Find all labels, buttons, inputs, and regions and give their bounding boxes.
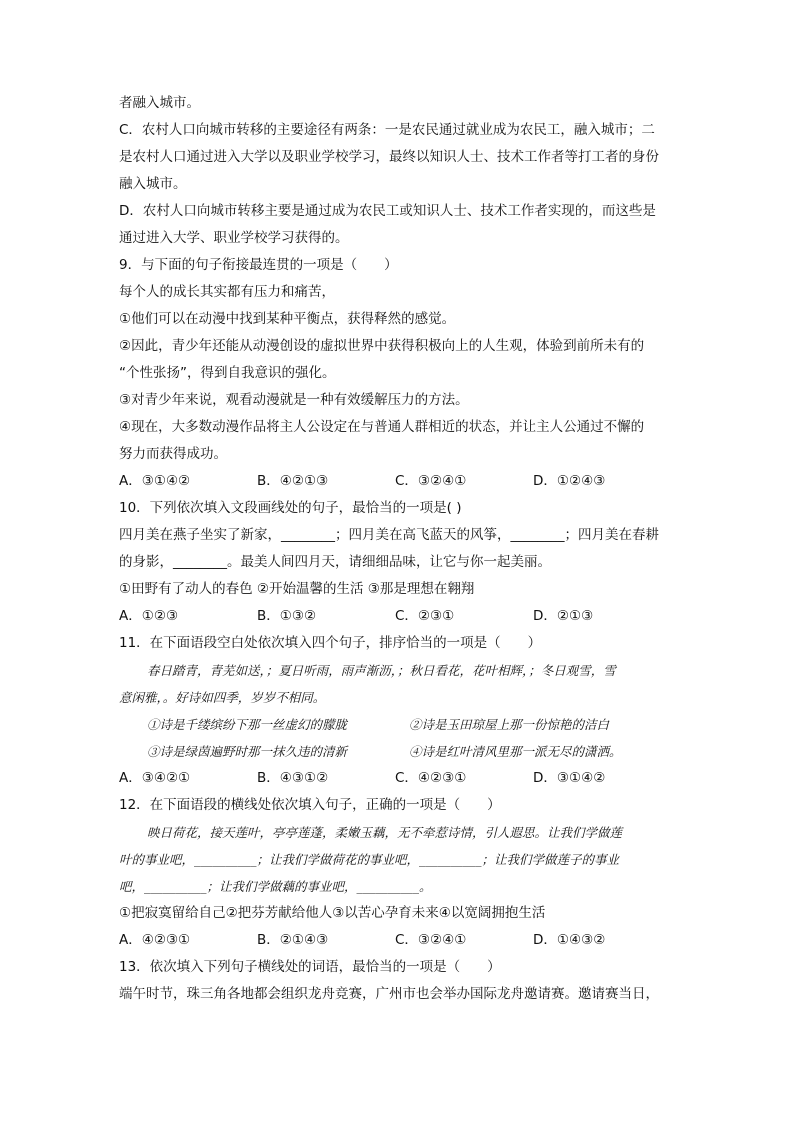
option-d-line: D．农村人口向城市转移主要是通过成为农民工或知识人士、技术工作者实现的，而这些是 xyxy=(119,203,656,219)
question-10-text: 四月美在燕子坐实了新家，________；四月美在高飞蓝天的风筝，________；四月美在春耕 xyxy=(119,527,659,543)
question-9-sentence-2-cont: “个性张扬”，得到自我意识的强化。 xyxy=(119,365,336,381)
question-11-choices-row-2 xyxy=(119,738,679,765)
choice-2: ②诗是玉田琼屋上那一份惊艳的洁白 xyxy=(409,717,610,732)
option-b[interactable]: B．①③② xyxy=(257,608,317,624)
choice-3: ③诗是绿茵遍野时那一抹久违的清新 xyxy=(147,744,348,759)
question-9-stem: 9．与下面的句子衔接最连贯的一项是（ ） xyxy=(119,257,398,273)
question-12-options xyxy=(119,927,679,954)
option-a[interactable]: A．①②③ xyxy=(119,608,179,624)
question-9-sentence-1: ①他们可以在动漫中找到某种平衡点，获得释然的感觉。 xyxy=(119,311,456,327)
text-line: 者融入城市。 xyxy=(119,95,200,111)
question-12-passage: 映日荷花，接天莲叶，亭亭莲蓬，柔嫩玉藕，无不牵惹诗情，引人遐思。让我们学做莲 xyxy=(147,825,623,840)
question-9-sentence-3: ③对青少年来说，观看动漫就是一种有效缓解压力的方法。 xyxy=(119,392,469,408)
option-c[interactable]: C．②③① xyxy=(395,608,455,624)
question-12-passage-cont: 吧，__________；让我们学做藕的事业吧，__________。 xyxy=(119,879,432,894)
question-12-passage-cont: 叶的事业吧，__________；让我们学做荷花的事业吧，__________；让我们学做莲子的事业 xyxy=(119,852,620,867)
question-10-options xyxy=(119,603,679,630)
question-11-passage-cont: 意闲雅，。好诗如四季，岁岁不相同。 xyxy=(119,690,326,705)
question-13-stem: 13．依次填入下列句子横线处的词语，最恰当的一项是（ ） xyxy=(119,959,501,975)
option-c[interactable]: C．③②④① xyxy=(395,932,467,948)
choice-1: ①诗是千缕缤纷下那一丝虚幻的朦胧 xyxy=(147,717,348,732)
text-line: 通过进入大学、职业学校学习获得的。 xyxy=(119,230,349,246)
question-11-passage: 春日踏青，青芜如送，；夏日听雨，雨声渐沥，；秋日看花，花叶相辉，；冬日观雪，雪 xyxy=(147,663,616,678)
option-d[interactable]: D．①②④③ xyxy=(533,473,606,489)
option-a[interactable]: A．③④②① xyxy=(119,770,191,786)
question-9-sentence-2: ②因此，青少年还能从动漫创设的虚拟世界中获得积极向上的人生观，体验到前所未有的 xyxy=(119,338,645,354)
text-line: 是农村人口通过进入大学以及职业学校学习，最终以知识人士、技术工作者等打工者的身份 xyxy=(119,149,659,165)
option-c[interactable]: C．③②④① xyxy=(395,473,467,489)
option-d[interactable]: D．②①③ xyxy=(533,608,594,624)
text-line: 融入城市。 xyxy=(119,176,187,192)
option-b[interactable]: B．④②①③ xyxy=(257,473,329,489)
question-9-sentence-4: ④现在，大多数动漫作品将主人公设定在与普通人群相近的状态，并让主人公通过不懈的 xyxy=(119,419,645,435)
question-9-sentence-4-cont: 努力而获得成功。 xyxy=(119,446,227,462)
question-9-lead: 每个人的成长其实都有压力和痛苦， xyxy=(119,284,335,300)
option-d[interactable]: D．①④③② xyxy=(533,932,606,948)
option-a[interactable]: A．③①④② xyxy=(119,473,191,489)
question-12-choices: ①把寂寞留给自己②把芬芳献给他人③以苦心孕育未来④以宽阔拥抱生活 xyxy=(119,905,546,921)
question-10-stem: 10．下列依次填入文段画线处的句子，最恰当的一项是( ) xyxy=(119,500,462,516)
option-d[interactable]: D．③①④② xyxy=(533,770,606,786)
page-content xyxy=(119,90,679,1008)
question-9-options xyxy=(119,468,679,495)
question-10-choices: ①田野有了动人的春色 ②开始温馨的生活 ③那是理想在翱翔 xyxy=(119,581,475,597)
option-c-line: C．农村人口向城市转移的主要途径有两条：一是农民通过就业成为农民工，融入城市；二 xyxy=(119,122,655,138)
question-12-stem: 12．在下面语段的横线处依次填入句子，正确的一项是（ ） xyxy=(119,797,501,813)
question-11-options xyxy=(119,765,679,792)
option-a[interactable]: A．④②③① xyxy=(119,932,191,948)
option-c[interactable]: C．④②③① xyxy=(395,770,467,786)
option-b[interactable]: B．④③①② xyxy=(257,770,329,786)
question-13-passage: 端午时节，珠三角各地都会组织龙舟竞赛，广州市也会举办国际龙舟邀请赛。邀请赛当日， xyxy=(119,986,659,1002)
choice-4: ④诗是红叶清风里那一派无尽的潇洒。 xyxy=(409,744,622,759)
question-11-choices-row-1 xyxy=(119,711,679,738)
question-10-text-cont: 的身影，________。最美人间四月天，请细细品味，让它与你一起美丽。 xyxy=(119,554,551,570)
question-11-stem: 11．在下面语段空白处依次填入四个句子，排序恰当的一项是（ ） xyxy=(119,635,542,651)
option-b[interactable]: B．②①④③ xyxy=(257,932,329,948)
